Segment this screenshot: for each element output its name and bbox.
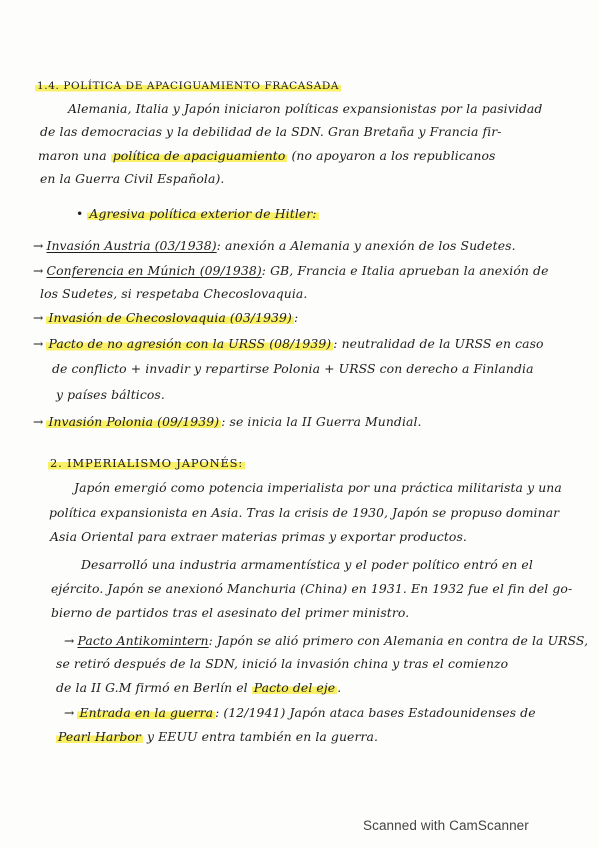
s2-p1-line-3: Asia Oriental para extraer materias primas y exportar productos.: [50, 529, 467, 544]
section-2-heading: [48, 455, 245, 471]
antikomintern-cont2-pre: de la II G.M firmó en Berlín el: [56, 680, 248, 695]
arrow-icon: →: [33, 310, 44, 325]
item-antikomintern: [64, 633, 588, 649]
item-checoslovaquia-text: :: [293, 310, 299, 325]
item-polonia-label: Invasión Polonia (09/1939): [48, 414, 220, 429]
item-entrada-guerra: [64, 705, 536, 721]
item-munich-text: : GB, Francia e Italia aprueban la anexión de: [261, 263, 549, 278]
item-pacto-urss-cont: de conflicto + invadir y repartirse Polonia + URSS con derecho a Finlandia: [52, 361, 534, 376]
item-checoslovaquia: [33, 310, 298, 326]
item-entrada-guerra-label: Entrada en la guerra: [79, 705, 214, 720]
paragraph-line-3-post: (no apoyaron a los republicanos: [291, 148, 496, 163]
item-antikomintern-cont2: [56, 680, 341, 696]
item-antikomintern-text: : Japón se alió primero con Alemania en contra de la URSS,: [208, 633, 589, 648]
hitler-subheading-text: Agresiva política exterior de Hitler:: [89, 206, 317, 221]
item-munich: [33, 263, 549, 279]
s2-p1-line-1: Japón emergió como potencia imperialista por una práctica militarista y una: [74, 480, 562, 495]
item-pacto-urss: [33, 336, 544, 352]
item-polonia-text: : se inicia la II Guerra Mundial.: [221, 414, 422, 429]
s2-p2-line-1: Desarrolló una industria armamentística y el poder político entró en el: [81, 557, 533, 572]
section-2-heading-text: 2. IMPERIALISMO JAPONÉS:: [50, 456, 243, 470]
s2-p1-line-2: política expansionista en Asia. Tras la crisis de 1930, Japón se propuso dominar: [49, 505, 560, 520]
hitler-subheading: [76, 206, 319, 222]
paragraph-line-1: Alemania, Italia y Japón iniciaron políticas expansionistas por la pasividad: [68, 101, 543, 116]
item-pacto-urss-label: Pacto de no agresión con la URSS (08/1939): [48, 336, 332, 351]
paragraph-line-4: en la Guerra Civil Española).: [40, 171, 225, 186]
item-pacto-urss-text: : neutralidad de la URSS en caso: [333, 336, 544, 351]
camscanner-watermark: Scanned with CamScanner: [363, 818, 529, 833]
entrada-guerra-cont-post: y EEUU entra también en la guerra.: [147, 729, 379, 744]
arrow-icon: →: [33, 336, 44, 351]
pacto-eje-highlight: Pacto del eje: [253, 680, 336, 695]
s2-p2-line-3: bierno de partidos tras el asesinato del primer ministro.: [51, 605, 410, 620]
item-checoslovaquia-label: Invasión de Checoslovaquia (03/1939): [48, 310, 292, 325]
item-polonia: [33, 414, 422, 430]
item-entrada-guerra-text: : (12/1941) Japón ataca bases Estadounidenses de: [215, 705, 536, 720]
apaciguamiento-highlight: política de apaciguamiento: [112, 148, 286, 163]
paragraph-line-3: [38, 148, 495, 164]
arrow-icon: →: [33, 238, 44, 253]
antikomintern-cont2-post: .: [337, 680, 342, 695]
arrow-icon: →: [33, 414, 44, 429]
item-antikomintern-label: Pacto Antikomintern: [77, 633, 209, 648]
item-austria-text: : anexión a Alemania y anexión de los Sudetes.: [216, 238, 516, 253]
item-munich-cont: los Sudetes, si respetaba Checoslovaquia.: [40, 286, 308, 301]
item-antikomintern-cont1: se retiró después de la SDN, inició la invasión china y tras el comienzo: [56, 656, 509, 671]
item-austria-label: Invasión Austria (03/1938): [46, 238, 217, 253]
arrow-icon: →: [64, 633, 75, 648]
item-pacto-urss-cont2: y países bálticos.: [56, 387, 165, 402]
section-1-heading: [35, 78, 341, 94]
item-munich-label: Conferencia en Múnich (09/1938): [46, 263, 262, 278]
item-entrada-guerra-cont: [56, 729, 378, 745]
item-austria: [33, 238, 516, 254]
bullet-icon: •: [76, 206, 84, 221]
section-1-heading-text: 1.4. POLÍTICA DE APACIGUAMIENTO FRACASADA: [37, 80, 340, 92]
arrow-icon: →: [33, 263, 44, 278]
pearl-harbor-highlight: Pearl Harbor: [58, 729, 141, 744]
arrow-icon: →: [64, 705, 75, 720]
s2-p2-line-2: ejército. Japón se anexionó Manchuria (China) en 1931. En 1932 fue el fin del go-: [51, 581, 573, 596]
paragraph-line-3-pre: maron una: [38, 148, 107, 163]
paragraph-line-2: de las democracias y la debilidad de la SDN. Gran Bretaña y Francia fir-: [40, 124, 502, 139]
